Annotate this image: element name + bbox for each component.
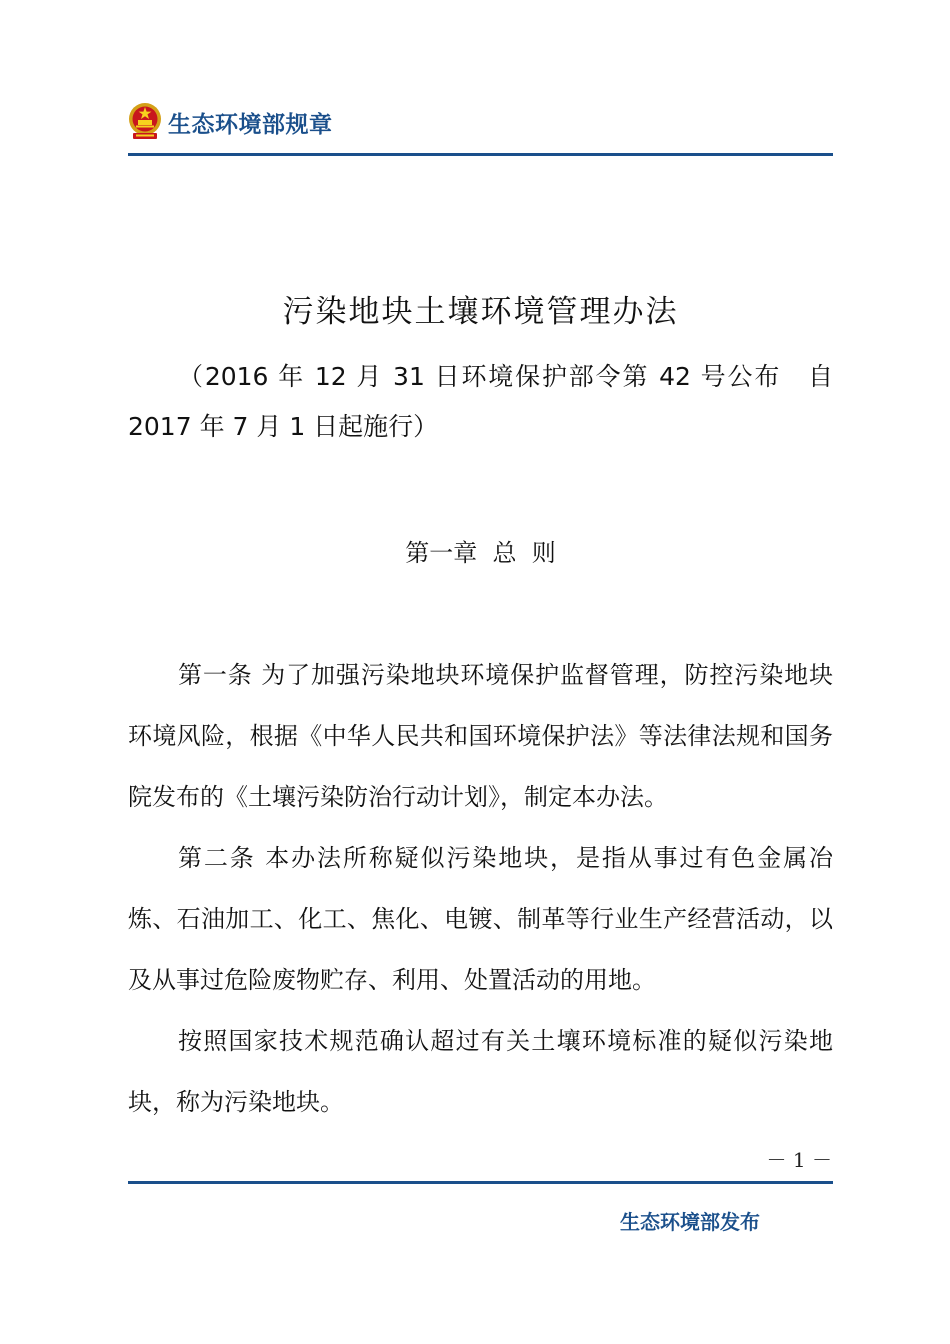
header-title: 生态环境部规章 <box>168 112 333 138</box>
footer-publisher: 生态环境部发布 <box>620 1210 760 1234</box>
article-1: 第一条 为了加强污染地块环境保护监督管理，防控污染地块环境风险，根据《中华人民共和国环境保护法》等法律法规和国务院发布的《土壤污染防治行动计划》，制定本办法。 <box>128 661 833 811</box>
page-header <box>128 100 833 156</box>
article-2: 第二条 本办法所称疑似污染地块，是指从事过有色金属冶炼、石油加工、化工、焦化、电镀、制革等行业生产经营活动，以及从事过危险废物贮存、利用、处置活动的用地。 <box>128 844 833 994</box>
chapter-heading: 第一章 总 则 <box>405 539 556 567</box>
article-2-paragraph-2: 按照国家技术规范确认超过有关土壤环境标准的疑似污染地块，称为污染地块。 <box>128 1027 833 1116</box>
document-title: 污染地块土壤环境管理办法 <box>282 294 679 330</box>
document-body <box>128 645 833 1133</box>
header-divider <box>128 153 833 156</box>
document-subtitle: （2016 年 12 月 31 日环境保护部令第 42 号公布 自 2017 年 7 月 1 日起施行） <box>128 362 833 441</box>
footer-divider <box>128 1181 833 1184</box>
page-number: － 1 － <box>766 1148 832 1172</box>
national-emblem-icon <box>128 102 162 140</box>
